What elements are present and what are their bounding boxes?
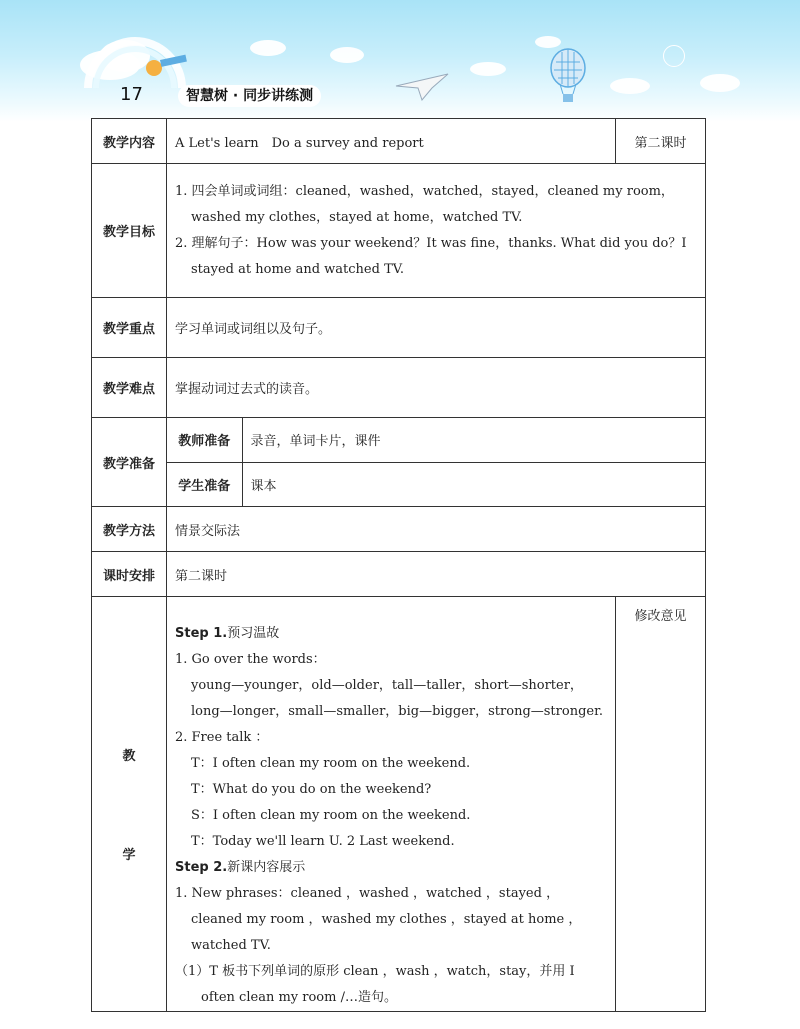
row-goals <box>92 164 706 298</box>
value-period: 第二课时 <box>616 119 706 164</box>
row-schedule <box>92 552 706 597</box>
row-method <box>92 507 706 552</box>
row-process <box>92 597 706 1012</box>
sun-circle-icon <box>663 45 685 67</box>
cloud-decoration <box>470 62 506 76</box>
row-difficulty <box>92 358 706 418</box>
step-line: young—younger，old—older，tall—taller，short—shorter， <box>191 678 583 693</box>
label-process <box>92 597 167 1012</box>
preparation-subtable <box>167 418 705 506</box>
value-schedule: 第二课时 <box>167 552 706 597</box>
step-line: T：Today we'll learn U. 2 Last weekend. <box>191 834 455 849</box>
remarks-column: 修改意见 <box>616 597 706 1012</box>
row-key-points <box>92 298 706 358</box>
step-line: 2. Free talk ： <box>175 730 269 745</box>
step-line: S：I often clean my room on the weekend. <box>191 808 471 823</box>
cloud-decoration <box>535 36 561 48</box>
label-goals: 教学目标 <box>92 164 167 298</box>
value-content: A Let's learn Do a survey and report <box>167 119 616 164</box>
step-name: 新课内容展示 <box>227 860 306 875</box>
value-student-prep: 课本 <box>250 478 277 494</box>
hot-air-balloon-icon <box>548 48 588 108</box>
label-difficulty: 教学难点 <box>92 358 167 418</box>
step-heading <box>175 621 607 647</box>
value-method: 情景交际法 <box>167 507 706 552</box>
step-line: 1. Go over the words： <box>175 652 326 667</box>
process-content <box>167 597 616 1012</box>
step-line: T：What do you do on the weekend? <box>191 782 432 797</box>
step-line: 1. New phrases：cleaned ，washed ，watched ，stayed ，cleaned my room ，washed my clothes ，stayed at home ，watched TV. <box>175 886 582 953</box>
page-number: 17 <box>120 84 143 105</box>
value-teacher-prep: 录音，单词卡片，课件 <box>242 418 705 462</box>
cloud-decoration <box>610 78 650 94</box>
label-method: 教学方法 <box>92 507 167 552</box>
process-char: 教 <box>122 749 136 764</box>
label-preparation: 教学准备 <box>92 418 167 507</box>
step-name: 预习温故 <box>227 626 280 641</box>
step-line: long—longer，small—smaller，big—bigger，strong—stronger. <box>191 704 604 719</box>
telescope-kid-icon <box>140 52 190 82</box>
preparation-cell <box>167 418 706 507</box>
process-char: 学 <box>122 848 136 863</box>
label-teacher-prep: 教师准备 <box>167 418 242 462</box>
step-heading <box>175 855 607 881</box>
goal-item: 2. 理解句子：How was your weekend？It was fine，thanks. What did you do？I stayed at home and watched TV. <box>175 235 687 277</box>
cloud-decoration <box>250 40 286 56</box>
step-line: （1）T 板书下列单词的原形 clean ，wash ，watch，stay，并用 I often clean my room /…造句。 <box>175 964 575 1005</box>
label-student-prep: 学生准备 <box>167 462 242 506</box>
row-content <box>92 119 706 164</box>
cloud-decoration <box>700 74 740 92</box>
label-content: 教学内容 <box>92 119 167 164</box>
cloud-decoration <box>330 47 364 63</box>
page-header-banner <box>0 0 800 122</box>
row-preparation <box>92 418 706 507</box>
label-key-points: 教学重点 <box>92 298 167 358</box>
value-difficulty: 掌握动词过去式的读音。 <box>167 358 706 418</box>
step-line: T：I often clean my room on the weekend. <box>191 756 471 771</box>
lesson-plan-table <box>91 118 706 1012</box>
label-schedule: 课时安排 <box>92 552 167 597</box>
airplane-icon <box>392 66 452 106</box>
value-key-points: 学习单词或词组以及句子。 <box>167 298 706 358</box>
series-brand-title: 智慧树 · 同步讲练测 <box>178 85 321 107</box>
step-number: Step 1. <box>175 626 228 641</box>
goal-item: 1. 四会单词或词组：cleaned，washed，watched，stayed，cleaned my room，washed my clothes，stayed at home，watched TV. <box>175 183 674 225</box>
step-number: Step 2. <box>175 860 228 875</box>
value-goals <box>167 164 706 298</box>
